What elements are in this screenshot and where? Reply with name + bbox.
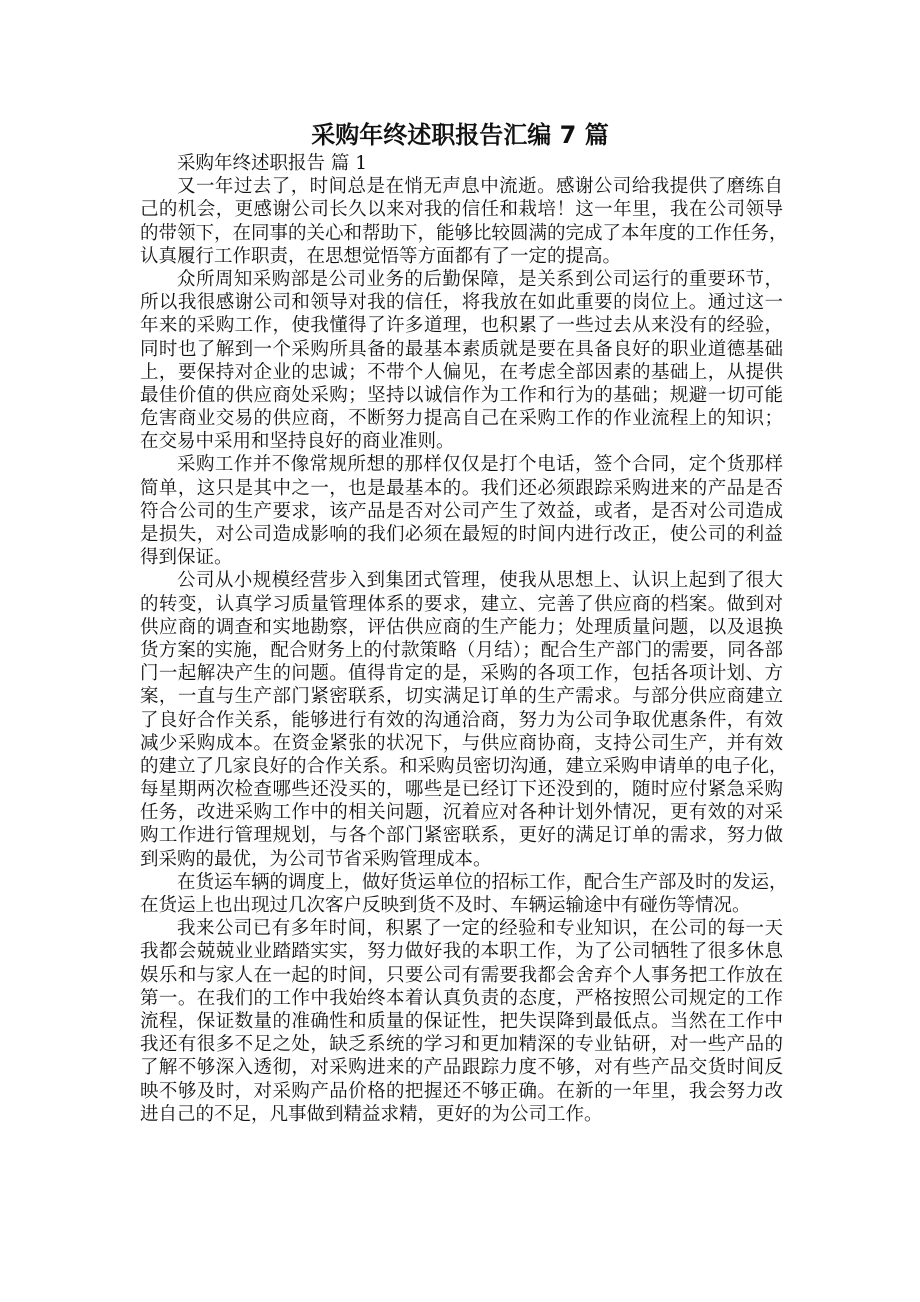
- paragraph-line: 每星期两次检查哪些还没买的，哪些是已经订下还没到的，随时应付紧急采购: [140, 779, 783, 801]
- paragraph: [140, 175, 788, 268]
- paragraph-line: 供应商的调查和实地勘察，评估供应商的生产能力；处理质量问题，以及退换: [140, 616, 783, 638]
- paragraph-line: 众所周知采购部是公司业务的后勤保障，是关系到公司运行的重要环节，: [177, 268, 783, 290]
- paragraph-line: 货方案的实施，配合财务上的付款策略（月结）；配合生产部门的需要，同各部: [140, 639, 783, 661]
- paragraph: [140, 569, 788, 870]
- paragraph-line: 我来公司已有多年时间，积累了一定的经验和专业知识，在公司的每一天: [177, 918, 783, 940]
- paragraph-line: 的带领下，在同事的关心和帮助下，能够比较圆满的完成了本年度的工作任务，: [140, 222, 788, 244]
- paragraph: [140, 917, 783, 1126]
- paragraph-line: 采购工作并不像常规所想的那样仅仅是打个电话，签个合同，定个货那样: [177, 454, 783, 476]
- paragraph-line: 最佳价值的供应商处采购；坚持以诚信作为工作和行为的基础；规避一切可能: [140, 384, 783, 406]
- paragraph-line: 到采购的最优，为公司节省采购管理成本。: [140, 848, 492, 870]
- paragraph-line: 娱乐和与家人在一起的时间，只要公司有需要我都会舍弃个人事务把工作放在: [140, 964, 783, 986]
- paragraph-line: 门一起解决产生的问题。值得肯定的是，采购的各项工作，包括各项计划、方: [140, 663, 783, 685]
- paragraph-line: 我都会兢兢业业踏踏实实，努力做好我的本职工作，为了公司牺牲了很多休息: [140, 941, 783, 963]
- paragraph-line: 又一年过去了，时间总是在悄无声息中流逝。感谢公司给我提供了磨练自: [177, 176, 783, 198]
- paragraph-line: 符合公司的生产要求，该产品是否对公司产生了效益，或者，是否对公司造成: [140, 500, 783, 522]
- paragraph-line: 购工作进行管理规划，与各个部门紧密联系，更好的满足订单的需求，努力做: [140, 825, 783, 847]
- document-body: [140, 152, 788, 1126]
- paragraph-line: 是损失，对公司造成影响的我们必须在最短的时间内进行改正，使公司的利益: [140, 524, 783, 545]
- paragraph-line: 己的机会，更感谢公司长久以来对我的信任和栽培！这一年里，我在公司领导: [140, 199, 783, 221]
- paragraph-line: 年来的采购工作，使我懂得了许多道理，也积累了一些过去从来没有的经验，: [140, 315, 783, 337]
- paragraph-line: 得到保证。: [140, 547, 233, 569]
- section-heading: 采购年终述职报告 篇 1: [177, 153, 368, 174]
- paragraph-line: 同时也了解到一个采购所具备的最基本素质就是要在具备良好的职业道德基础: [140, 338, 783, 360]
- paragraph-line: 第一。在我们的工作中我始终本着认真负责的态度，严格按照公司规定的工作: [140, 987, 783, 1009]
- paragraph: [140, 453, 783, 569]
- document-title: 采购年终述职报告汇编 7 篇: [311, 121, 609, 149]
- paragraph: [140, 871, 788, 917]
- paragraph-line: 我还有很多不足之处，缺乏系统的学习和更加精深的专业钻研，对一些产品的: [140, 1034, 783, 1056]
- paragraph-line: 的建立了几家良好的合作关系。和采购员密切沟通，建立采购申请单的电子化，: [140, 755, 788, 777]
- paragraph-line: 简单，这只是其中之一，也是最基本的。我们还必须跟踪采购进来的产品是否: [140, 477, 783, 499]
- paragraph-line: 任务，改进采购工作中的相关问题，沉着应对各种计划外情况，更有效的对采: [140, 802, 783, 824]
- paragraph-line: 上，要保持对企业的忠诚；不带个人偏见，在考虑全部因素的基础上，从提供: [140, 361, 783, 383]
- paragraph-line: 减少采购成本。在资金紧张的状况下，与供应商协商，支持公司生产，并有效: [140, 732, 783, 754]
- paragraph-line: 进自己的不足，凡事做到精益求精，更好的为公司工作。: [140, 1103, 603, 1125]
- paragraph-line: 的转变，认真学习质量管理体系的要求，建立、完善了供应商的档案。做到对: [140, 593, 783, 615]
- paragraph-line: 认真履行工作职责，在思想觉悟等方面都有了一定的提高。: [140, 245, 622, 267]
- paragraph-line: 在交易中采用和坚持良好的商业准则。: [140, 431, 455, 453]
- paragraph-line: 在货运车辆的调度上，做好货运单位的招标工作，配合生产部及时的发运，: [177, 871, 788, 893]
- paragraph-line: 了良好合作关系，能够进行有效的沟通洽商，努力为公司争取优惠条件，有效: [140, 709, 783, 731]
- paragraph-line: 危害商业交易的供应商，不断努力提高自己在采购工作的作业流程上的知识；: [140, 408, 783, 430]
- paragraph-line: 流程，保证数量的准确性和质量的保证性，把失误降到最低点。当然在工作中: [140, 1010, 783, 1032]
- paragraph-line: 在货运上也出现过几次客户反映到货不及时、车辆运输途中有碰伤等情况。: [140, 895, 751, 916]
- paragraph-line: 所以我很感谢公司和领导对我的信任，将我放在如此重要的岗位上。通过这一: [140, 292, 783, 314]
- paragraph-line: 案，一直与生产部门紧密联系，切实满足订单的生产需求。与部分供应商建立: [140, 686, 783, 708]
- paragraph-line: 了解不够深入透彻，对采购进来的产品跟踪力度不够，对有些产品交货时间反: [140, 1057, 783, 1079]
- paragraph: [140, 268, 783, 454]
- paragraph-line: 公司从小规模经营步入到集团式管理，使我从思想上、认识上起到了很大: [177, 570, 783, 592]
- paragraph-line: 映不够及时，对采购产品价格的把握还不够正确。在新的一年里，我会努力改: [140, 1080, 783, 1102]
